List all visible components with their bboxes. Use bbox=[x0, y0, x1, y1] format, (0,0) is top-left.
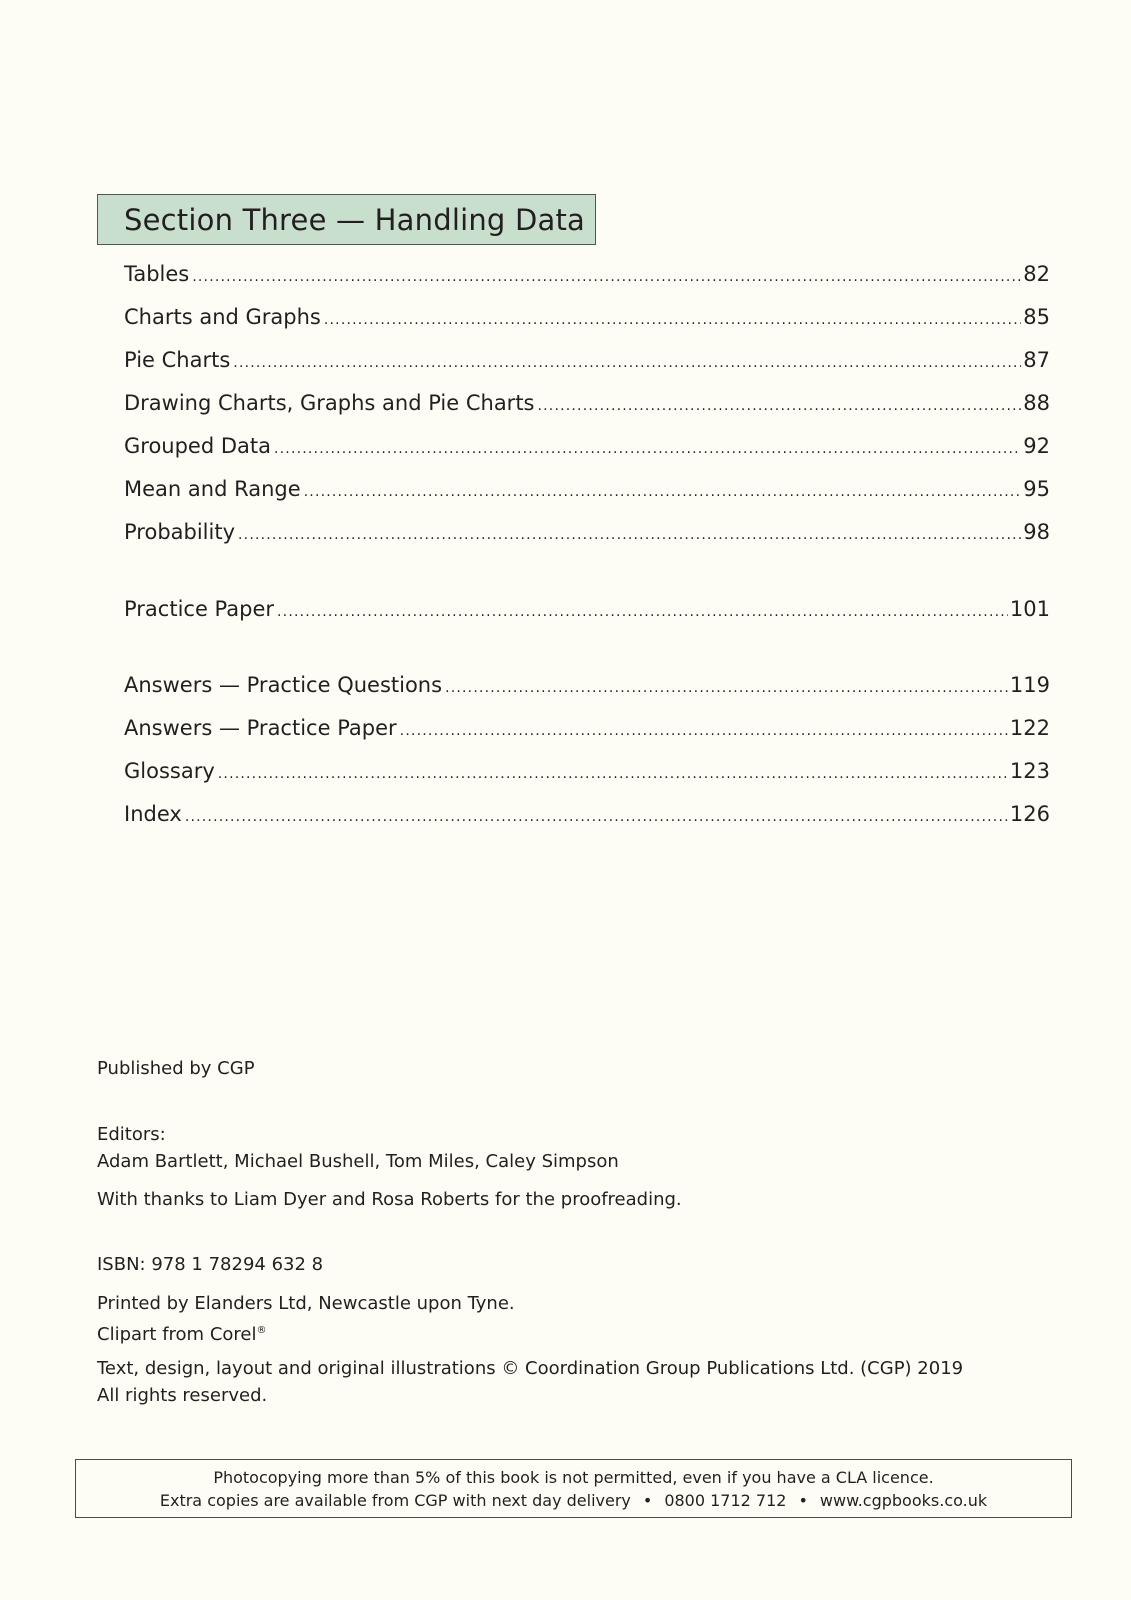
isbn: ISBN: 978 1 78294 632 8 bbox=[97, 1254, 324, 1275]
editors-names: Adam Bartlett, Michael Bushell, Tom Miles, Caley Simpson bbox=[97, 1151, 619, 1172]
proofreading-thanks: With thanks to Liam Dyer and Rosa Roberts for the proofreading. bbox=[97, 1189, 682, 1210]
toc-entry[interactable] bbox=[124, 597, 1050, 627]
toc-entry[interactable] bbox=[124, 673, 1050, 703]
toc-entry[interactable] bbox=[124, 477, 1050, 507]
toc-leader-dots bbox=[185, 809, 1008, 825]
bullet-separator: • bbox=[642, 1491, 653, 1510]
toc-leader-dots bbox=[233, 355, 1021, 371]
toc-entry-title: Tables bbox=[124, 262, 190, 286]
toc-entry-title: Drawing Charts, Graphs and Pie Charts bbox=[124, 391, 535, 415]
toc-entry[interactable] bbox=[124, 262, 1050, 292]
toc-entry-page: 92 bbox=[1023, 434, 1050, 458]
toc-entry-page: 85 bbox=[1023, 305, 1050, 329]
toc-entry-title: Probability bbox=[124, 520, 236, 544]
rights-reserved: All rights reserved. bbox=[97, 1385, 268, 1406]
toc-entry[interactable] bbox=[124, 348, 1050, 378]
toc-entry-title: Pie Charts bbox=[124, 348, 231, 372]
toc-leader-dots bbox=[304, 484, 1022, 500]
toc-entry-title: Mean and Range bbox=[124, 477, 301, 501]
toc-leader-dots bbox=[400, 723, 1008, 739]
toc-leader-dots bbox=[274, 441, 1021, 457]
toc-entry-page: 95 bbox=[1023, 477, 1050, 501]
toc-entry[interactable] bbox=[124, 716, 1050, 746]
registered-mark: ® bbox=[256, 1325, 267, 1336]
toc-leader-dots bbox=[192, 269, 1021, 285]
toc-leader-dots bbox=[218, 766, 1008, 782]
section-heading bbox=[97, 194, 596, 245]
toc-entry[interactable] bbox=[124, 802, 1050, 832]
section-title: Section Three — Handling Data bbox=[124, 202, 585, 237]
toc-leader-dots bbox=[277, 604, 1008, 620]
bullet-separator: • bbox=[798, 1491, 808, 1510]
website-link[interactable]: www.cgpbooks.co.uk bbox=[819, 1491, 988, 1510]
toc-entry-page: 87 bbox=[1023, 348, 1050, 372]
editors-label: Editors: bbox=[97, 1124, 166, 1145]
photocopy-notice: Photocopying more than 5% of this book is not permitted, even if you have a CLA licence. bbox=[213, 1468, 934, 1487]
toc-entry[interactable] bbox=[124, 520, 1050, 550]
clipart-text: Clipart from Corel bbox=[97, 1324, 257, 1345]
clipart-credit bbox=[97, 1317, 266, 1348]
toc-entry[interactable] bbox=[124, 391, 1050, 421]
toc-entry-title: Answers — Practice Paper bbox=[124, 716, 397, 740]
toc-leader-dots bbox=[238, 527, 1021, 543]
extra-copies-line bbox=[76, 1489, 1071, 1512]
toc-entry-page: 82 bbox=[1023, 262, 1050, 286]
photocopy-notice-box bbox=[75, 1459, 1072, 1518]
published-by: Published by CGP bbox=[97, 1058, 255, 1079]
extra-copies-text: Extra copies are available from CGP with next day delivery bbox=[159, 1491, 631, 1510]
toc-entry-page: 98 bbox=[1023, 520, 1050, 544]
toc-leader-dots bbox=[538, 398, 1022, 414]
toc-leader-dots bbox=[445, 680, 1008, 696]
toc-entry-page: 122 bbox=[1009, 716, 1050, 740]
toc-entry-title: Answers — Practice Questions bbox=[124, 673, 443, 697]
toc-entry[interactable] bbox=[124, 759, 1050, 789]
toc-entry[interactable] bbox=[124, 305, 1050, 335]
toc-entry[interactable] bbox=[124, 434, 1050, 464]
toc-entry-page: 123 bbox=[1009, 759, 1050, 783]
toc-entry-page: 126 bbox=[1009, 802, 1050, 826]
toc-leader-dots bbox=[324, 312, 1021, 328]
phone-number: 0800 1712 712 bbox=[664, 1491, 787, 1510]
toc-entry-title: Practice Paper bbox=[124, 597, 275, 621]
copyright-notice: Text, design, layout and original illustrations © Coordination Group Publications Ltd. (CGP) 2019 bbox=[97, 1358, 964, 1379]
toc-entry-title: Index bbox=[124, 802, 182, 826]
toc-entry-page: 119 bbox=[1009, 673, 1050, 697]
toc-entry-page: 101 bbox=[1009, 597, 1050, 621]
toc-entry-title: Charts and Graphs bbox=[124, 305, 321, 329]
toc-entry-page: 88 bbox=[1023, 391, 1050, 415]
printed-by: Printed by Elanders Ltd, Newcastle upon Tyne. bbox=[97, 1293, 515, 1314]
toc-entry-title: Grouped Data bbox=[124, 434, 271, 458]
toc-entry-title: Glossary bbox=[124, 759, 215, 783]
